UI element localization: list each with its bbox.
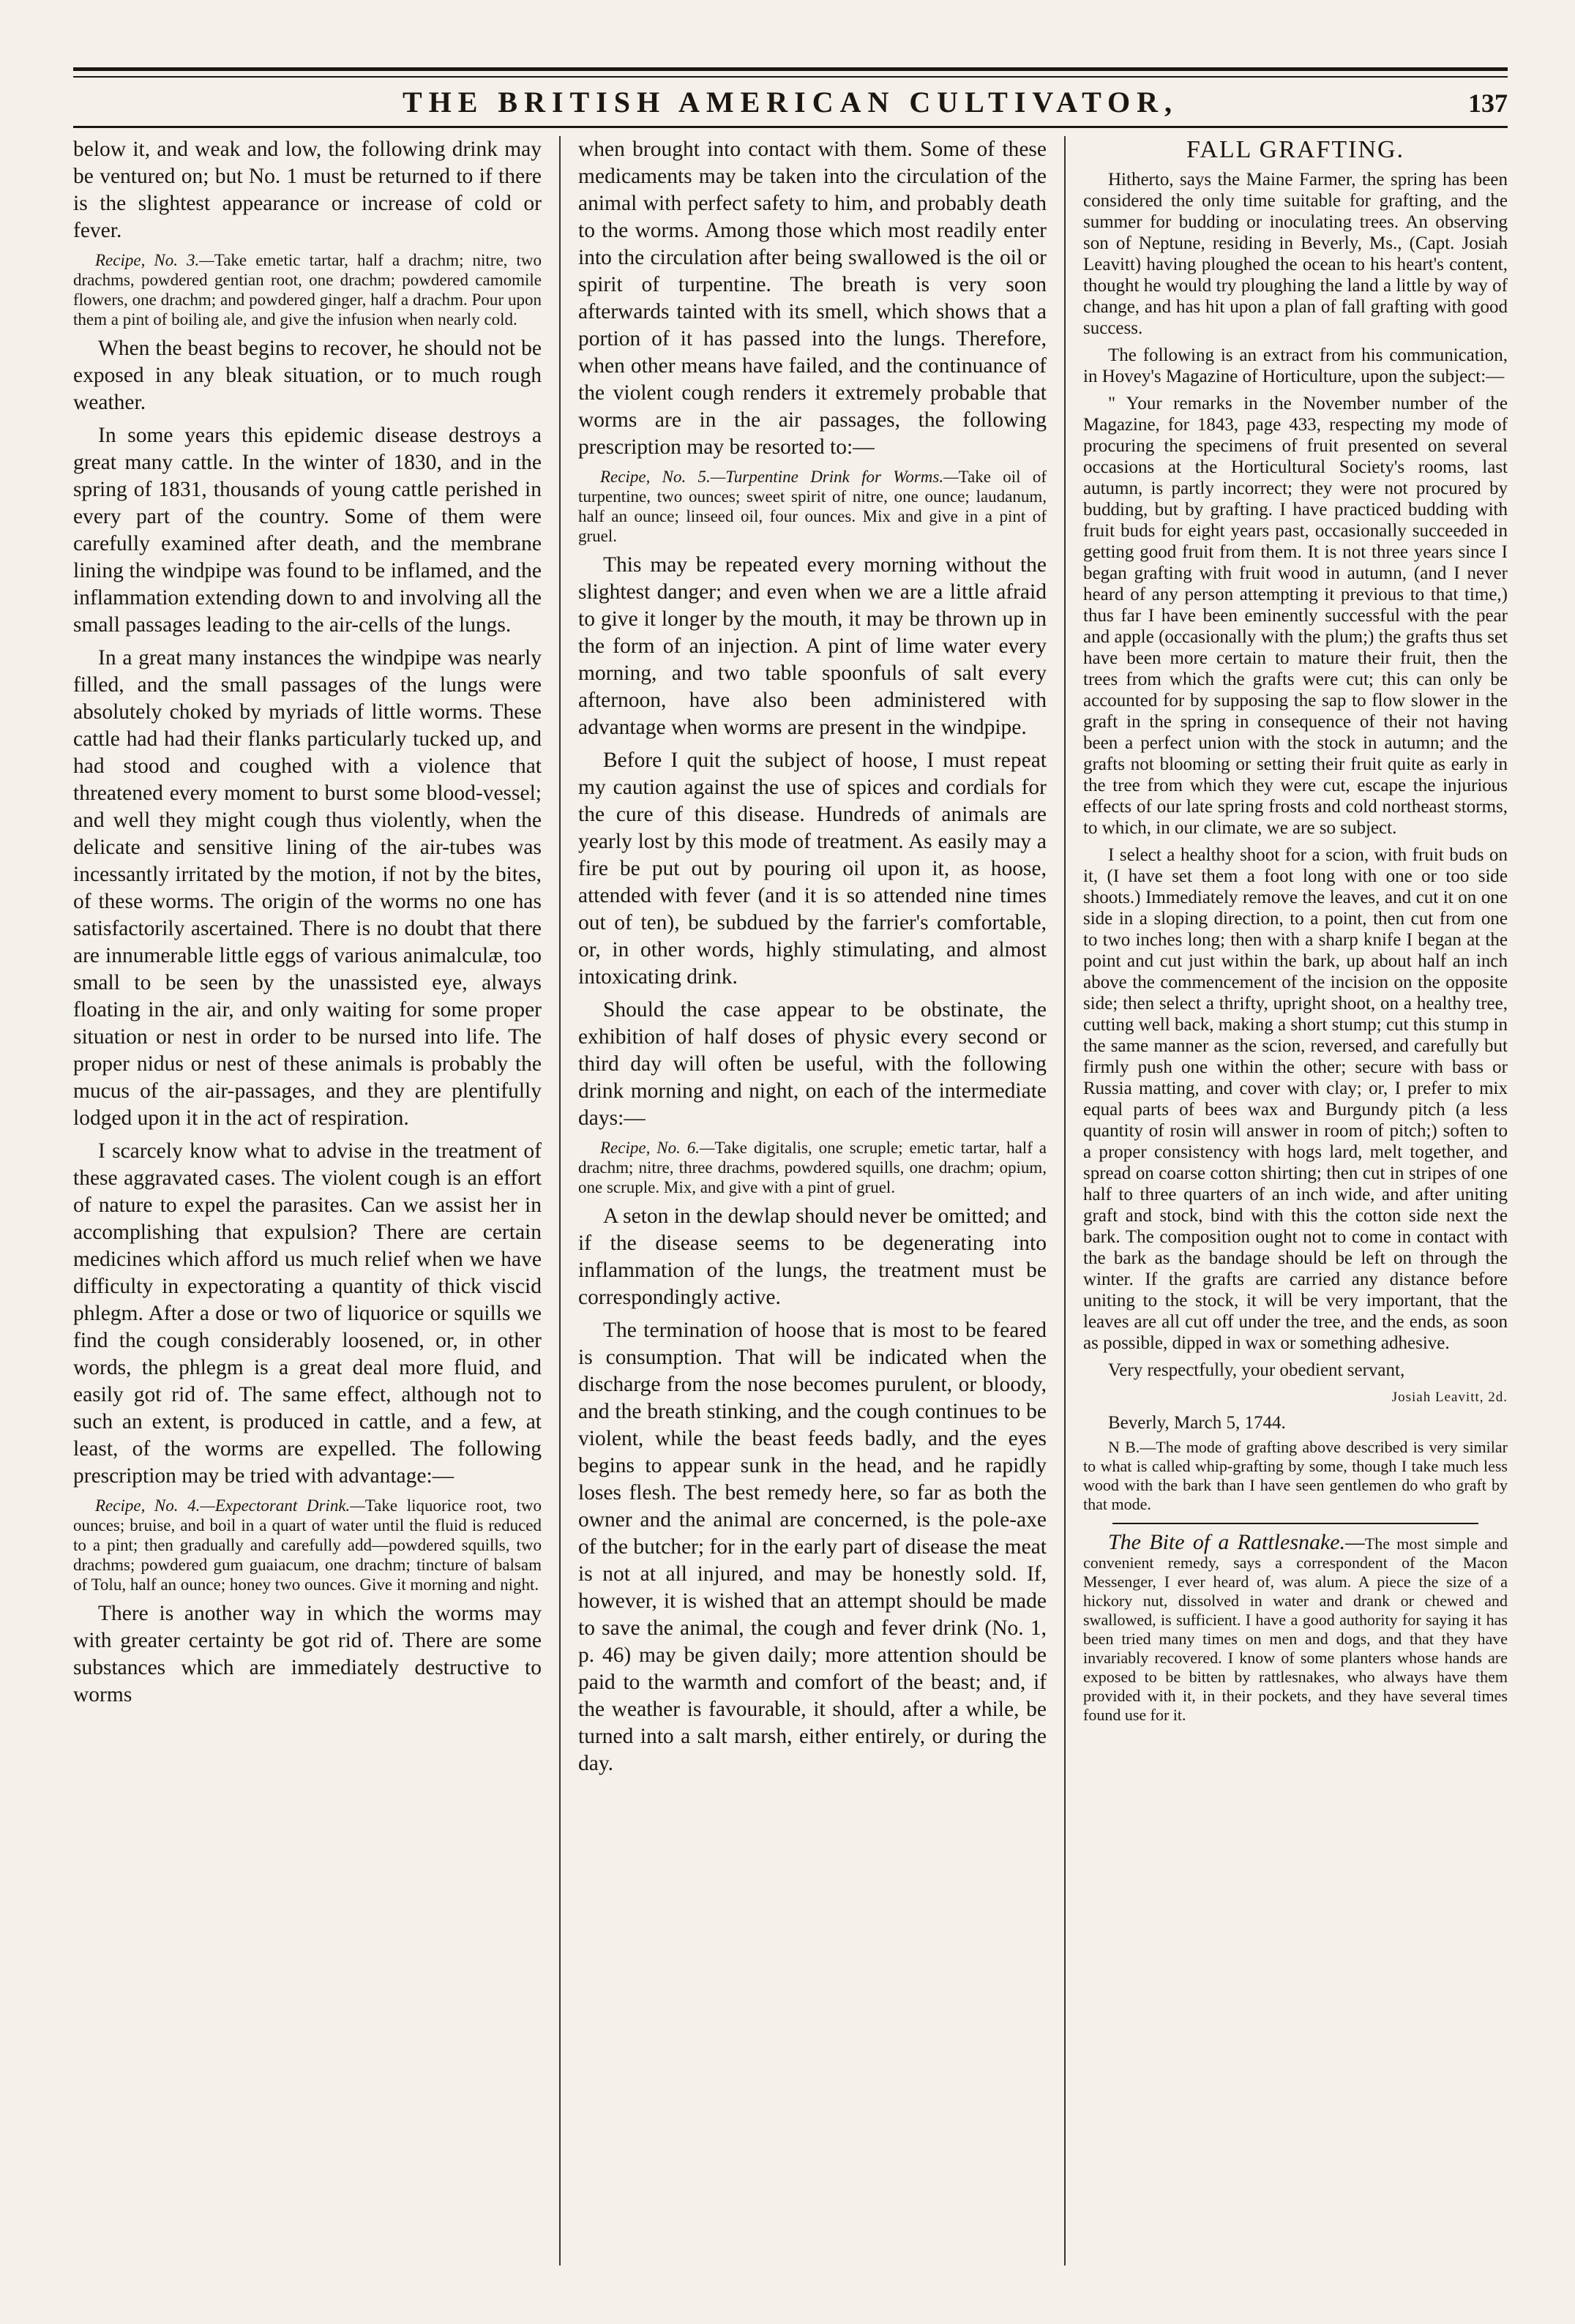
recipe-text: Take liquorice root, two ounces; bruise, and boil in a quart of water until the fluid is reduced to a pint; then gradually and carefully add—powdered squills, two drachms; powdered gum guaiacum, one drachm; tincture of balsam of Tolu, half an ounce; honey two ounces. Give it morning and night. bbox=[73, 1496, 542, 1594]
paragraph: The following is an extract from his communication, in Hovey's Magazine of Horticulture, upon the subject:— bbox=[1083, 345, 1508, 386]
article-subtitle: The Bite of a Rattlesnake.— bbox=[1108, 1530, 1365, 1554]
rattlesnake-article bbox=[1083, 1530, 1508, 1725]
recipe-5 bbox=[578, 467, 1047, 546]
recipe-text: Take digitalis, one scruple; emetic tartar, half a drachm; nitre, three drachms, powdered squills, one drachm; opium, one scruple. Mix, and give with a pint of gruel. bbox=[578, 1139, 1047, 1196]
dateline: Beverly, March 5, 1744. bbox=[1108, 1413, 1286, 1433]
top-rule-thin bbox=[73, 76, 1508, 78]
top-rule bbox=[73, 67, 1508, 71]
running-header bbox=[73, 82, 1508, 123]
recipe-3 bbox=[73, 250, 542, 329]
periodical-title: THE BRITISH AMERICAN CULTIVATOR, bbox=[402, 86, 1179, 119]
paragraph: In some years this epidemic disease destroys a great many cattle. In the winter of 1830, and in the spring of 1831, thousands of young cattle perished in every part of the country. Some of them were carefully examined after death, and the membrane lining the windpipe was found to be inflamed, and the inflammation extending down to and involving all the small passages leading to the air-cells of the lungs. bbox=[73, 424, 542, 637]
paragraph: This may be repeated every morning without the slightest danger; and even when we are a little afraid to give it longer by the mouth, it may be thrown up in the form of an injection. A pint of lime water every morning, and two table spoonfuls of salt every afternoon, have also been administered with advantage when worms are present in the windpipe. bbox=[578, 553, 1047, 739]
nota-bene: N B.—The mode of grafting above described is very similar to what is called whip-grafting by some, though I take much less wood with the bark than I have seen gentlemen do who graft by that mode. bbox=[1083, 1438, 1508, 1513]
paragraph: I scarcely know what to advise in the treatment of these aggravated cases. The violent cough is an effort of nature to expel the parasites. Can we assist her in accomplishing that expulsion? There are certain medicines which afford us much relief when we have difficulty in expectorating a quantity of thick viscid phlegm. After a dose or two of liquorice or squills we find the cough considerably loosened, or, in other words, the phlegm is a great deal more fluid, and easily got rid of. The same effect, although not to such an extent, is produced in cattle, and a few, at least, of the worms are expelled. The following prescription may be tried with advantage:— bbox=[73, 1139, 542, 1488]
article-title: FALL GRAFTING. bbox=[1186, 136, 1405, 163]
column-divider-2 bbox=[1064, 136, 1066, 2265]
paragraph: Should the case appear to be obstinate, the exhibition of half doses of physic every second or third day will often be useful, with the following drink morning and night, on each of the intermediate days:— bbox=[578, 998, 1047, 1130]
signature: Josiah Leavitt, 2d. bbox=[1391, 1390, 1508, 1405]
paragraph: " Your remarks in the November number of the Magazine, for 1843, page 433, respecting my mode of procuring the specimens of fruit presented on several occasions at the Horticultural Society's rooms, last autumn, is partly incorrect; they were not procured by budding, but by grafting. I have practiced budding with fruit buds for eight years past, occasionally succeeded in getting good fruit from them. It is not three years since I began grafting with fruit wood in autumn, (and I never heard of any person attempting it previous to that time,) thus far I have been eminently successful with the pear and apple (occasionally with the plum;) the grafts thus set have been more certain to mature their fruit, then the trees from which the grafts were cut; this can only be accounted for by supposing the sap to flow slower in the graft in the spring in consequence of their not having been a perfect union with the stock in autumn; and the grafts not blooming or setting their fruit quite as early in the tree from which they were cut, escape the injurious effects of our late spring frosts and cold northeast storms, to which, in our climate, we are so subject. bbox=[1083, 394, 1508, 838]
paragraph: Hitherto, says the Maine Farmer, the spring has been considered the only time suitable for grafting, and the summer for budding or inoculating trees. An observing son of Neptune, residing in Beverly, Ms., (Capt. Josiah Leavitt) having ploughed the ocean to his heart's content, thought he would try ploughing the land a little by way of change, and has hit upon a plan of fall grafting with good success. bbox=[1083, 170, 1508, 338]
paragraph: In a great many instances the windpipe was nearly filled, and the small passages of the lungs were absolutely choked by myriads of little worms. These cattle had had their flanks particularly tucked up, and had stood and coughed with a violence that threatened every moment to burst some blood-vessel; and well they might cough thus violently, when the delicate and sensitive lining of the air-tubes was incessantly irritated by the motion, if not by the bites, of these worms. The origin of the worms no one has satisfactorily ascertained. There is no doubt that there are innumerable little eggs of various animalculæ, too small to be seen by the unassisted eye, always floating in the air, and only waiting for some proper situation or nest in order to be nursed into life. The proper nidus or nest of these animals is probably the mucus of the air-passages, and they are plentifully lodged upon it in the act of respiration. bbox=[73, 646, 542, 1130]
paragraph: The termination of hoose that is most to be feared is consumption. That will be indicated when the discharge from the nose becomes purulent, or bloody, and the breath stinking, and the cough continues to be violent, while the beast feeds badly, and the eyes begins to appear sunk in the head, and he rapidly loses flesh. The best remedy here, so far as both the owner and the animal are concerned, is the pole-axe of the butcher; for in the early part of disease the meat is not at all injured, and may be honestly sold. If, however, it is wished that an attempt should be made to save the animal, the cough and fever drink (No. 1, p. 46) may be given daily; more attention should be paid to the warmth and comfort of the beast; and, if the weather is favourable, it should, after a while, be turned into a salt marsh, either entirely, or during the day. bbox=[578, 1319, 1047, 1775]
article-text: The most simple and convenient remedy, says a correspondent of the Macon Messenger, I ever heard of, was alum. A piece the size of a hickory nut, dissolved in water and drank or chewed and swallowed, is sufficient. I have a good authority for saying it has been tried many times on men and dogs, and that they have invariably recovered. I know of some planters whose hands are exposed to be bitten by rattlesnakes, who always have them provided with it, in their pockets, and they have several times found use for it. bbox=[1083, 1534, 1508, 1724]
letter-closing: Very respectfully, your obedient servant, bbox=[1108, 1360, 1405, 1380]
page-number: 137 bbox=[1468, 89, 1508, 118]
column-3 bbox=[1083, 136, 1508, 2287]
recipe-label: Recipe, No. 6.— bbox=[600, 1139, 715, 1157]
paragraph: when brought into contact with them. Some of these medicaments may be taken into the circulation of the animal with perfect safety to him, and probably death to the worms. Among those which most readily enter into the circulation after being swallowed is the oil or spirit of turpentine. The breath is very soon afterwards tainted with its smell, which shows that a portion of it has passed into the lungs. Therefore, when other means have failed, and the continuance of the violent cough renders it extremely probable that worms are in the air passages, the following prescription may be resorted to:— bbox=[578, 138, 1047, 459]
recipe-label: Recipe, No. 3.— bbox=[95, 251, 214, 269]
recipe-4 bbox=[73, 1496, 542, 1594]
paragraph: A seton in the dewlap should never be omitted; and if the disease seems to be degenerating into inflammation of the lungs, the treatment must be correspondingly active. bbox=[578, 1204, 1047, 1309]
paragraph: I select a healthy shoot for a scion, with fruit buds on it, (I have set them a foot long with one or too side shoots.) Immediately remove the leaves, and cut it on one side in a sloping direction, to a point, then cut from one to two inches long; then with a sharp knife I began at the point and cut just within the bark, up about half an inch above the commencement of the incision on the opposite side; then select a thrifty, upright shoot, on a healthy tree, cutting well back, making a short stump; cut this stump in the same manner as the scion, reversed, and carefully but firmly push one within the other; secure with bass or Russia matting, and cover with clay; or, I prefer to mix equal parts of bees wax and Burgundy pitch (a less quantity of rosin will answer in room of pitch;) soften to a proper consistency with hogs lard, melt together, and spread on coarse cotton shirting; then cut in stripes of one half to three quarters of an inch wide, and after uniting graft and stock, bind with this the cotton side next the bark. The composition ought not to come in contact with the bark as the bandage should be left on through the winter. If the grafts are carried any distance before uniting to the stock, it will be very important, that the leaves are all cut off under the tree, and the ends, as soon as possible, dipped in wax or something adhesive. bbox=[1083, 845, 1508, 1353]
paragraph: Before I quit the subject of hoose, I must repeat my caution against the use of spices and cordials for the cure of this disease. Hundreds of animals are yearly lost by this mode of treatment. As easily may a fire be put out by pouring oil upon it, as hoose, attended with fever (and it is so attended nine times out of ten), be subdued by the farrier's comfortable, or, in other words, highly stimulating, and almost intoxicating drink. bbox=[578, 749, 1047, 989]
column-divider-1 bbox=[559, 136, 561, 2265]
section-divider bbox=[1112, 1523, 1478, 1524]
recipe-label: Recipe, No. 5.—Turpentine Drink for Worms.— bbox=[600, 468, 959, 486]
recipe-6 bbox=[578, 1138, 1047, 1197]
column-1 bbox=[73, 136, 542, 2287]
recipe-label: Recipe, No. 4.—Expectorant Drink.— bbox=[95, 1496, 365, 1515]
paragraph: When the beast begins to recover, he should not be exposed in any bleak situation, or to much rough weather. bbox=[73, 337, 542, 414]
header-rule bbox=[73, 126, 1508, 128]
paragraph: There is another way in which the worms may with greater certainty be got rid of. There are some substances which are immediately destructive to worms bbox=[73, 1602, 542, 1706]
recipe-text: Take emetic tartar, half a drachm; nitre, two drachms, powdered gentian root, one drachm; powdered camomile flowers, one drachm; and powdered ginger, half a drachm. Pour upon them a pint of boiling ale, and give the infusion when nearly cold. bbox=[73, 251, 542, 329]
paragraph: below it, and weak and low, the following drink may be ventured on; but No. 1 must be returned to if there is the slightest appearance or increase of cold or fever. bbox=[73, 138, 542, 242]
recipe-text: Take oil of turpentine, two ounces; sweet spirit of nitre, one ounce; laudanum, half an ounce; linseed oil, four ounces. Mix and give in a pint of gruel. bbox=[578, 468, 1047, 545]
column-2 bbox=[578, 136, 1047, 2287]
